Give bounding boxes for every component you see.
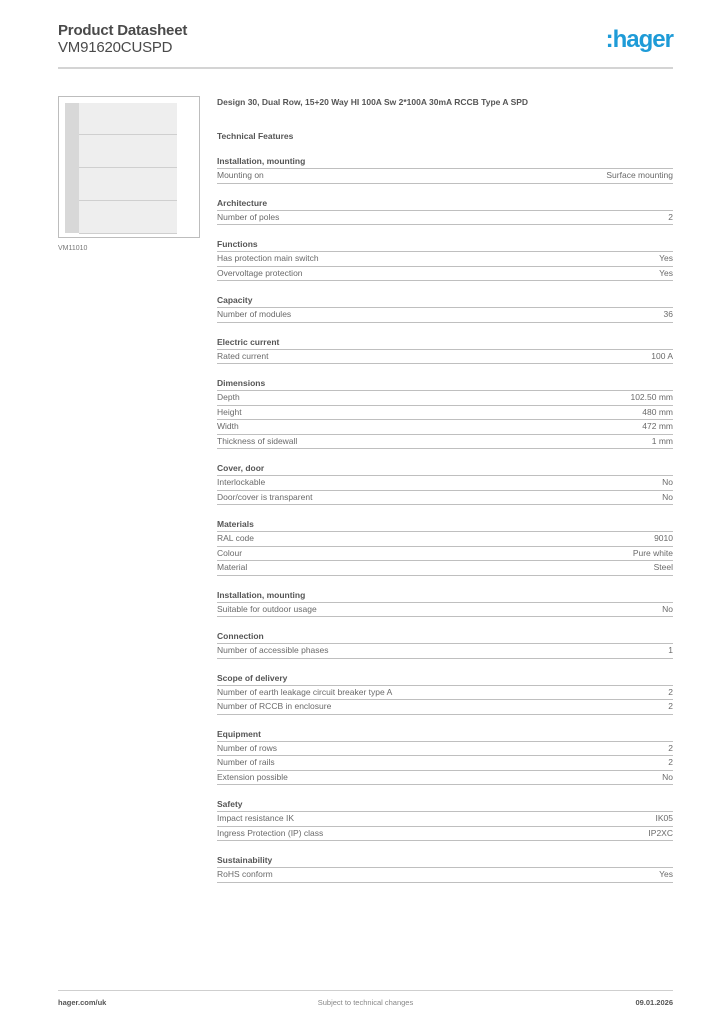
section-title: Architecture: [217, 198, 673, 211]
header-divider: [58, 67, 673, 69]
feature-row: [217, 700, 673, 715]
feature-value: Steel: [653, 562, 673, 572]
feature-row: [217, 771, 673, 786]
feature-row: [217, 211, 673, 226]
feature-value: 2: [668, 686, 673, 697]
feature-value: No: [662, 477, 673, 487]
feature-row: [217, 169, 673, 184]
feature-row: [217, 812, 673, 827]
section-title: Installation, mounting: [217, 156, 673, 169]
section-title: Materials: [217, 519, 673, 532]
feature-label: Colour: [217, 547, 243, 558]
feature-section: [217, 156, 673, 184]
feature-section: [217, 337, 673, 365]
feature-value: 2: [668, 757, 673, 767]
feature-row: [217, 350, 673, 365]
feature-label: RoHS conform: [217, 869, 273, 879]
feature-value: No: [662, 603, 673, 614]
feature-section: [217, 855, 673, 883]
enclosure-illustration: [65, 103, 177, 233]
footer-notice: Subject to technical changes: [317, 998, 414, 1007]
footer-date: 09.01.2026: [635, 998, 673, 1007]
hager-logo: :hager: [605, 26, 673, 53]
feature-value: 2: [668, 701, 673, 711]
feature-label: Mounting on: [217, 170, 264, 180]
feature-value: 480 mm: [642, 406, 673, 417]
feature-sections: [217, 156, 673, 883]
feature-label: Number of rows: [217, 742, 277, 753]
feature-section: [217, 799, 673, 841]
feature-row: [217, 435, 673, 450]
enclosure-panel: [79, 201, 177, 234]
product-image: [58, 96, 200, 238]
feature-section: [217, 239, 673, 281]
page-header: [58, 22, 673, 56]
feature-row: [217, 476, 673, 491]
feature-label: RAL code: [217, 533, 255, 543]
feature-row: [217, 868, 673, 883]
section-title: Capacity: [217, 295, 673, 308]
feature-label: Suitable for outdoor usage: [217, 603, 317, 614]
feature-value: 2: [668, 211, 673, 222]
footer-divider: [58, 990, 673, 991]
feature-value: 472 mm: [642, 421, 673, 431]
feature-row: [217, 267, 673, 282]
technical-features-heading: Technical Features: [217, 131, 294, 141]
feature-section: [217, 295, 673, 323]
feature-label: Depth: [217, 392, 240, 402]
section-title: Functions: [217, 239, 673, 252]
feature-row: [217, 756, 673, 771]
feature-value: No: [662, 771, 673, 782]
feature-section: [217, 378, 673, 449]
enclosure-side: [65, 103, 79, 233]
product-description: Design 30, Dual Row, 15+20 Way HI 100A Sw 2*100A 30mA RCCB Type A SPD: [217, 97, 529, 107]
feature-row: [217, 742, 673, 757]
enclosure-panel: [79, 103, 177, 135]
section-title: Scope of delivery: [217, 673, 673, 686]
feature-row: [217, 420, 673, 435]
feature-label: Ingress Protection (IP) class: [217, 827, 324, 838]
section-title: Safety: [217, 799, 673, 812]
feature-section: [217, 519, 673, 576]
section-title: Connection: [217, 631, 673, 644]
feature-label: Number of modules: [217, 309, 292, 319]
enclosure-panel: [79, 168, 177, 201]
feature-row: [217, 686, 673, 701]
feature-value: Surface mounting: [606, 170, 673, 180]
feature-label: Width: [217, 421, 239, 431]
feature-label: Number of earth leakage circuit breaker type A: [217, 686, 393, 697]
feature-section: [217, 590, 673, 618]
feature-label: Extension possible: [217, 771, 288, 782]
section-title: Cover, door: [217, 463, 673, 476]
feature-value: Pure white: [632, 547, 673, 558]
feature-row: [217, 547, 673, 562]
feature-label: Impact resistance IK: [217, 813, 295, 823]
feature-section: [217, 463, 673, 505]
feature-row: [217, 406, 673, 421]
feature-section: [217, 673, 673, 715]
feature-value: 9010: [654, 533, 673, 543]
image-caption: VM11010: [58, 245, 88, 252]
feature-row: [217, 391, 673, 406]
feature-value: IK05: [655, 813, 673, 823]
feature-label: Door/cover is transparent: [217, 491, 313, 502]
feature-value: 102.50 mm: [630, 392, 673, 402]
feature-row: [217, 308, 673, 323]
feature-label: Number of accessible phases: [217, 645, 329, 655]
footer-website[interactable]: hager.com/uk: [58, 998, 107, 1007]
document-title: Product Datasheet: [58, 22, 188, 39]
feature-row: [217, 491, 673, 506]
feature-row: [217, 252, 673, 267]
feature-value: 1 mm: [651, 435, 673, 446]
section-title: Installation, mounting: [217, 590, 673, 603]
feature-value: Yes: [659, 253, 673, 263]
feature-label: Number of RCCB in enclosure: [217, 701, 332, 711]
feature-section: [217, 729, 673, 786]
page-footer: [58, 998, 673, 1010]
feature-label: Rated current: [217, 350, 269, 361]
feature-label: Thickness of sidewall: [217, 435, 298, 446]
product-code: VM91620CUSPD: [58, 39, 173, 56]
feature-value: 36: [663, 309, 673, 319]
technical-content: [217, 96, 673, 883]
feature-label: Has protection main switch: [217, 253, 319, 263]
feature-value: Yes: [659, 267, 673, 278]
feature-label: Material: [217, 562, 248, 572]
feature-value: Yes: [659, 869, 673, 879]
feature-label: Height: [217, 406, 242, 417]
feature-value: 2: [668, 742, 673, 753]
feature-section: [217, 631, 673, 659]
feature-label: Overvoltage protection: [217, 267, 303, 278]
section-title: Dimensions: [217, 378, 673, 391]
section-title: Equipment: [217, 729, 673, 742]
feature-row: [217, 561, 673, 576]
feature-label: Number of poles: [217, 211, 280, 222]
feature-value: 1: [668, 645, 673, 655]
feature-row: [217, 532, 673, 547]
feature-row: [217, 644, 673, 659]
feature-label: Number of rails: [217, 757, 275, 767]
feature-section: [217, 198, 673, 226]
section-title: Sustainability: [217, 855, 673, 868]
feature-value: IP2XC: [648, 827, 673, 838]
feature-value: No: [662, 491, 673, 502]
feature-row: [217, 827, 673, 842]
enclosure-panel: [79, 135, 177, 168]
feature-row: [217, 603, 673, 618]
feature-label: Interlockable: [217, 477, 266, 487]
feature-value: 100 A: [651, 350, 673, 361]
section-title: Electric current: [217, 337, 673, 350]
